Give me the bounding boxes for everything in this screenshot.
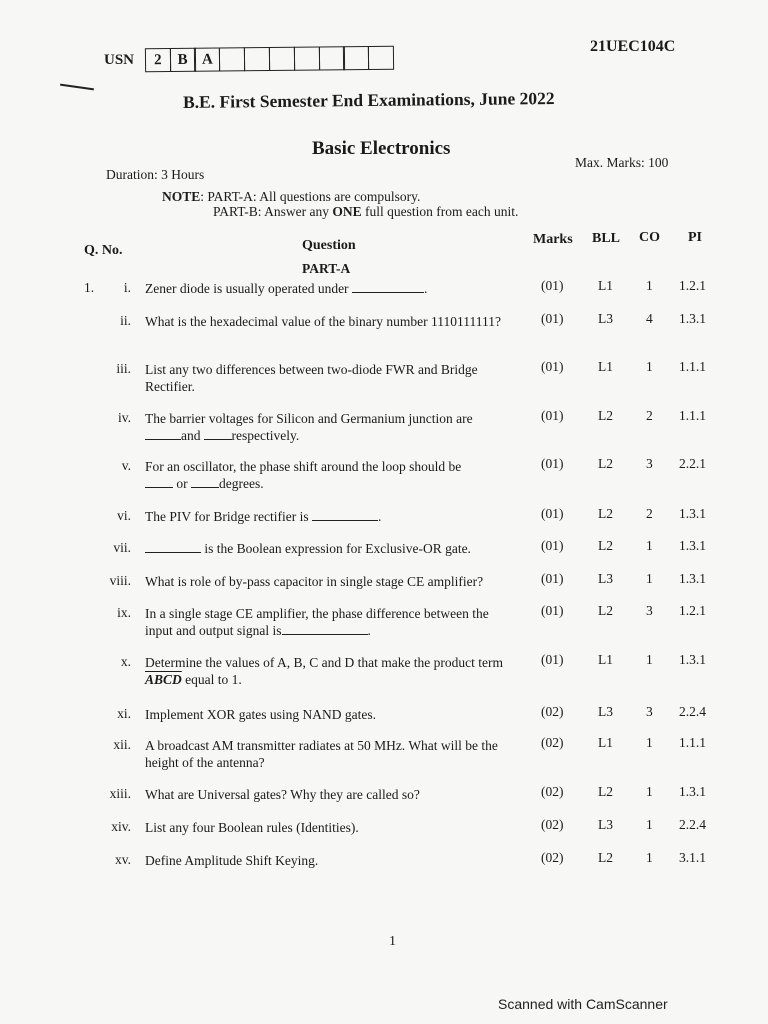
usn-box	[343, 46, 369, 70]
question-text	[145, 410, 517, 444]
pi-value: 1.2.1	[679, 278, 706, 293]
column-header-marks: Marks	[533, 232, 573, 247]
pi-value: 1.3.1	[679, 784, 706, 799]
question-text: Define Amplitude Shift Keying.	[145, 853, 319, 868]
pi-value: 1.3.1	[679, 652, 706, 667]
marks-value: (01)	[541, 506, 564, 521]
marks-value: (01)	[541, 571, 564, 586]
sub-question-number: ii.	[120, 313, 131, 328]
sub-question-number: xiii.	[109, 786, 131, 801]
sub-question-number: ix.	[117, 605, 131, 620]
question-text: What is the hexadecimal value of the binary number 1110111111?	[145, 314, 502, 329]
question-text	[145, 280, 517, 297]
bll-value: L1	[598, 652, 613, 667]
answer-blank	[145, 476, 173, 488]
bll-value: L1	[598, 735, 613, 750]
subject-title: Basic Electronics	[312, 138, 451, 159]
part-label: PART-A	[302, 261, 351, 276]
answer-blank	[145, 428, 181, 440]
co-value: 2	[646, 506, 653, 521]
co-value: 1	[646, 278, 653, 293]
question-text-part: The PIV for Bridge rectifier is	[145, 509, 312, 524]
marks-value: (01)	[541, 538, 564, 553]
co-value: 1	[646, 784, 653, 799]
question-text: List any four Boolean rules (Identities).	[145, 820, 359, 835]
co-value: 3	[646, 704, 653, 719]
marks-value: (02)	[541, 850, 564, 865]
sub-question-number: viii.	[109, 573, 131, 588]
usn-box: B	[170, 48, 196, 72]
bll-value: L2	[598, 408, 613, 423]
co-value: 3	[646, 603, 653, 618]
max-marks: Max. Marks: 100	[575, 155, 669, 170]
column-header-co: CO	[639, 230, 660, 245]
scanner-watermark: Scanned with CamScanner	[498, 996, 668, 1012]
sub-question-number: i.	[123, 280, 131, 295]
column-header-pi: PI	[688, 230, 702, 245]
pi-value: 1.3.1	[679, 571, 706, 586]
question-number: 1.	[84, 280, 95, 295]
question-row	[0, 410, 768, 450]
question-text-part: For an oscillator, the phase shift around the loop should be	[145, 459, 462, 474]
co-value: 1	[646, 538, 653, 553]
pi-value: 1.1.1	[679, 735, 706, 750]
usn-box	[294, 46, 320, 70]
question-row	[0, 852, 768, 892]
question-text: What is role of by-pass capacitor in single stage CE amplifier?	[145, 574, 484, 589]
marks-value: (01)	[541, 603, 564, 618]
column-header-question: Question	[302, 238, 356, 253]
pi-value: 1.2.1	[679, 603, 706, 618]
usn-box: 2	[145, 48, 171, 72]
pi-value: 2.2.4	[679, 817, 706, 832]
co-value: 1	[646, 652, 653, 667]
pi-value: 3.1.1	[679, 850, 706, 865]
marks-value: (02)	[541, 817, 564, 832]
co-value: 1	[646, 735, 653, 750]
question-row	[0, 313, 768, 353]
answer-blank	[352, 281, 424, 293]
co-value: 1	[646, 359, 653, 374]
pi-value: 1.3.1	[679, 506, 706, 521]
sub-question-number: xii.	[113, 737, 131, 752]
note-line-1	[162, 189, 420, 205]
bll-value: L3	[598, 571, 613, 586]
bll-value: L1	[598, 359, 613, 374]
question-text-part: In a single stage CE amplifier, the phase difference between the input and output signal is	[145, 606, 489, 638]
page-number: 1	[389, 934, 396, 949]
answer-blank	[204, 428, 232, 440]
answer-blank	[191, 476, 219, 488]
usn-boxes	[146, 46, 394, 73]
pi-value: 2.2.4	[679, 704, 706, 719]
bll-value: L2	[598, 850, 613, 865]
co-value: 1	[646, 817, 653, 832]
question-text: A broadcast AM transmitter radiates at 50 MHz. What will be the height of the antenna?	[145, 738, 498, 770]
sub-question-number: vii.	[113, 540, 131, 555]
sub-question-number: xi.	[117, 706, 131, 721]
question-text	[145, 458, 517, 492]
duration: Duration: 3 Hours	[106, 167, 205, 182]
question-text-part: degrees.	[219, 476, 264, 491]
marks-value: (01)	[541, 408, 564, 423]
question-text-part: equal to 1.	[181, 672, 242, 687]
answer-blank	[312, 509, 378, 521]
pen-mark	[60, 84, 94, 91]
note-text-1: : PART-A: All questions are compulsory.	[200, 189, 421, 204]
marks-value: (01)	[541, 278, 564, 293]
note-line-2	[213, 204, 518, 220]
question-text-part: respectively.	[231, 428, 300, 443]
bll-value: L2	[598, 784, 613, 799]
pi-value: 2.2.1	[679, 456, 706, 471]
question-text-part: Determine the values of A, B, C and D that make the product term	[145, 655, 504, 670]
bll-value: L2	[598, 603, 613, 618]
pi-value: 1.3.1	[679, 311, 706, 326]
question-row	[0, 737, 768, 777]
co-value: 1	[646, 850, 653, 865]
bll-value: L1	[598, 278, 613, 293]
marks-value: (02)	[541, 784, 564, 799]
question-text: List any two differences between two-diode FWR and Bridge Rectifier.	[145, 362, 478, 394]
question-text-part: is the Boolean expression for Exclusive-OR gate.	[201, 541, 471, 556]
question-text-part: Zener diode is usually operated under	[145, 281, 352, 296]
bll-value: L2	[598, 456, 613, 471]
sub-question-number: xv.	[115, 852, 131, 867]
pi-value: 1.3.1	[679, 538, 706, 553]
note-text-2a: PART-B: Answer any	[213, 204, 333, 219]
sub-question-number: xiv.	[111, 819, 131, 834]
question-row	[0, 654, 768, 694]
course-code: 21UEC104C	[590, 38, 676, 55]
answer-blank	[282, 623, 368, 635]
sub-question-number: iii.	[116, 361, 131, 376]
note-text-2b: ONE	[332, 204, 362, 219]
column-header-bll: BLL	[592, 231, 621, 246]
marks-value: (01)	[541, 652, 564, 667]
sub-question-number: v.	[121, 458, 131, 473]
usn-box	[219, 47, 245, 71]
question-text	[145, 540, 517, 557]
answer-blank	[145, 541, 201, 553]
marks-value: (02)	[541, 735, 564, 750]
co-value: 2	[646, 408, 653, 423]
usn-box	[318, 46, 344, 70]
sub-question-number: x.	[120, 654, 131, 669]
question-text-part: The barrier voltages for Silicon and Germanium junction are	[145, 411, 473, 426]
question-text: What are Universal gates? Why they are called so?	[145, 787, 420, 802]
bll-value: L3	[598, 817, 613, 832]
question-text-part: .	[377, 509, 382, 524]
co-value: 1	[646, 571, 653, 586]
pi-value: 1.1.1	[679, 408, 706, 423]
sub-question-number: iv.	[118, 410, 131, 425]
bll-value: L3	[598, 311, 613, 326]
usn-label: USN	[104, 52, 135, 68]
bll-value: L2	[598, 506, 613, 521]
question-text-part: and	[181, 428, 201, 443]
question-row	[0, 361, 768, 401]
exam-title: B.E. First Semester End Examinations, June 2022	[182, 88, 555, 112]
note-label: NOTE	[162, 189, 201, 204]
question-text-part: or	[173, 476, 191, 491]
marks-value: (01)	[541, 311, 564, 326]
note-text-2c: full question from each unit.	[361, 204, 519, 219]
question-text	[145, 508, 517, 525]
co-value: 3	[646, 456, 653, 471]
question-text: Implement XOR gates using NAND gates.	[145, 707, 376, 722]
question-text-part: .	[367, 623, 371, 638]
column-header-qno: Q. No.	[84, 243, 123, 258]
bll-value: L3	[598, 704, 613, 719]
usn-box	[269, 47, 295, 71]
bll-value: L2	[598, 538, 613, 553]
co-value: 4	[646, 311, 653, 326]
question-text-part: .	[423, 281, 428, 296]
boolean-term: ABCD	[145, 672, 182, 687]
marks-value: (02)	[541, 704, 564, 719]
usn-box	[244, 47, 270, 71]
sub-question-number: vi.	[117, 508, 131, 523]
pi-value: 1.1.1	[679, 359, 706, 374]
marks-value: (01)	[541, 359, 564, 374]
question-text	[145, 654, 517, 688]
usn-box	[368, 46, 394, 70]
question-row	[0, 605, 768, 645]
usn-box: A	[194, 48, 220, 72]
question-text	[145, 605, 517, 639]
question-row	[0, 458, 768, 498]
marks-value: (01)	[541, 456, 564, 471]
